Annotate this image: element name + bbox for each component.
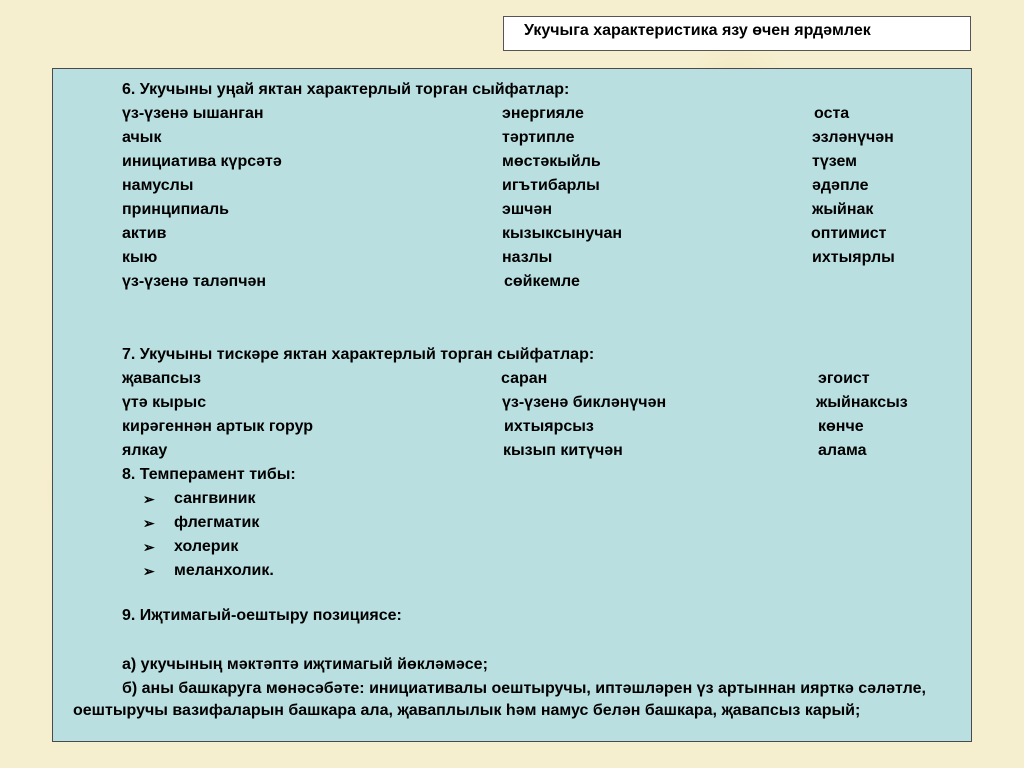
positive-trait-col3: оста [814,105,850,122]
negative-trait-col3: алама [818,442,867,459]
negative-trait-col2: кызып китүчән [503,442,623,459]
negative-trait-col3: эгоист [818,370,870,387]
positive-trait-col3: әдәпле [812,177,869,194]
negative-trait-col1: ялкау [122,442,168,459]
negative-trait-col1: җавапсыз [122,370,201,387]
positive-trait-col3: эзләнүчән [812,129,894,146]
bullet-arrow-icon: ➢ [143,563,155,579]
slide-title: Укучыга характеристика язу өчен ярдәмлек [503,16,971,51]
positive-trait-col2: назлы [502,249,553,266]
positive-trait-col2: мөстәкыйль [502,153,601,170]
positive-trait-col3: жыйнак [812,201,874,218]
positive-trait-col3: оптимист [811,225,887,242]
bullet-arrow-icon: ➢ [143,491,155,507]
positive-trait-col2: эшчән [502,201,553,218]
temperament-item: меланхолик. [174,562,274,579]
negative-trait-col3: жыйнаксыз [816,394,908,411]
positive-trait-col3: ихтыярлы [812,249,895,266]
negative-trait-col2: үз-үзенә бикләнүчән [502,394,667,411]
positive-trait-col1: үз-үзенә таләпчән [122,273,267,290]
positive-trait-col1: ачык [122,129,162,146]
positive-trait-col1: үз-үзенә ышанган [122,105,264,122]
negative-trait-col2: саран [501,370,548,387]
positive-trait-col1: намуслы [122,177,194,194]
positive-trait-col2: кызыксынучан [502,225,623,242]
negative-trait-col2: ихтыярсыз [504,418,594,435]
bullet-arrow-icon: ➢ [143,539,155,555]
bullet-arrow-icon: ➢ [143,515,155,531]
positive-trait-col2: энергияле [502,105,584,122]
positive-trait-col2: тәртипле [502,129,575,146]
section-7-heading: 7. Укучыны тискәре яктан характерлый торган сыйфатлар: [122,346,595,363]
negative-trait-col3: көнче [818,418,864,435]
temperament-item: холерик [174,538,239,555]
positive-trait-col2: игътибарлы [502,177,600,194]
positive-trait-col1: актив [122,225,167,242]
section-8-heading: 8. Темперамент тибы: [122,466,296,483]
positive-trait-col1: кыю [122,249,158,266]
negative-trait-col1: кирәгеннән артык горур [122,418,314,435]
positive-trait-col3: түзем [812,153,857,170]
content-panel [52,68,972,742]
social-position-item-a: а) укучының мәктәптә иҗтимагый йөкләмәсе; [122,656,488,673]
social-position-item-b: б) аны башкаруга мөнәсәбәте: инициативалы оештыручы, иптәшләрен үз артыннан иярткә сәләтле, оештыручы вазифаларын башкара ала, җаваплылык һәм намус белән башкара, җавапсыз карый; [73,680,926,719]
temperament-item: сангвиник [174,490,256,507]
positive-trait-col1: принципиаль [122,201,230,218]
section-9-heading: 9. Иҗтимагый-оештыру позициясе: [122,607,402,624]
temperament-item: флегматик [174,514,260,531]
positive-trait-col1: инициатива күрсәтә [122,153,282,170]
negative-trait-col1: үтә кырыс [122,394,207,411]
section-6-heading: 6. Укучыны уңай яктан характерлый торган сыйфатлар: [122,81,570,98]
positive-trait-col2: сөйкемле [504,273,580,290]
